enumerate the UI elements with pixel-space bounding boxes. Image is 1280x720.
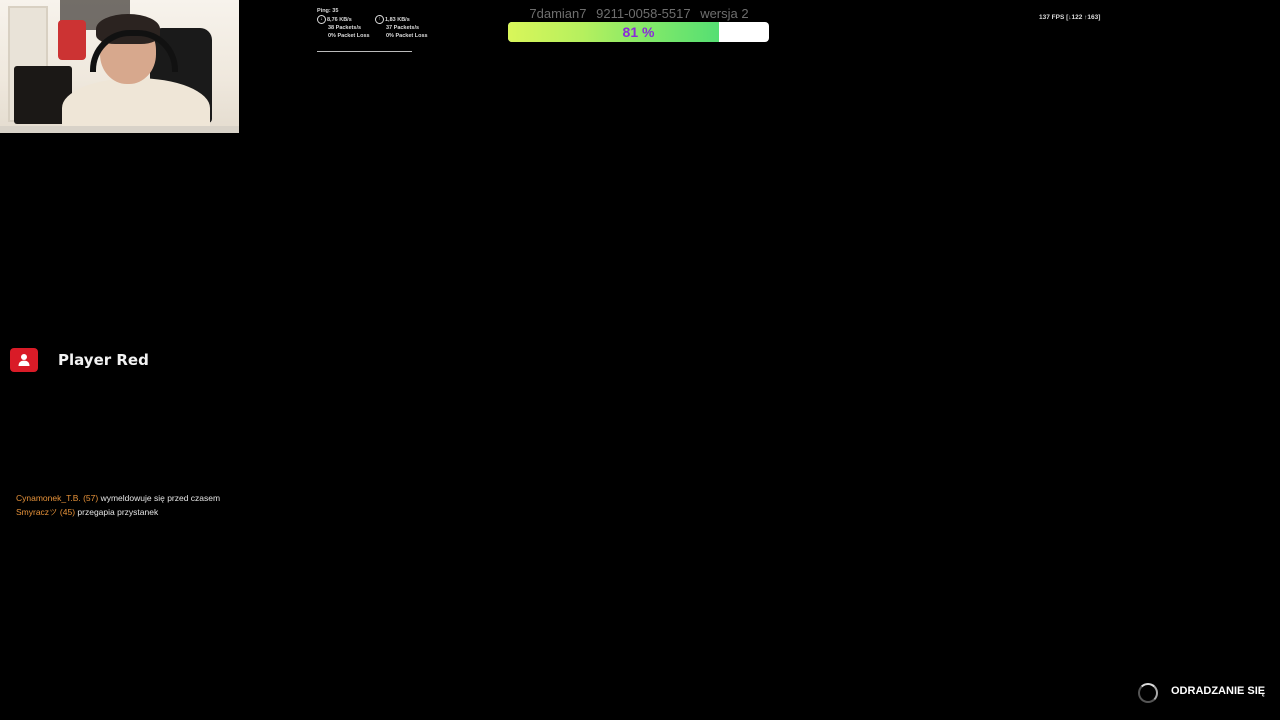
download-rate: 8,76 KB/s	[327, 16, 352, 23]
player-name: Player Red	[58, 351, 149, 369]
progress-label: 81 %	[622, 24, 655, 40]
feed-player: Cynamonek_T.B. (57)	[16, 493, 99, 503]
island-version: wersja 2	[700, 6, 749, 21]
download-stats	[317, 15, 370, 40]
upload-arrow-icon: ↑	[375, 15, 384, 24]
ping-readout: Ping: 35	[317, 8, 339, 14]
island-header	[508, 6, 770, 21]
upload-stats	[375, 15, 428, 40]
feed-player: Smyraczツ (45)	[16, 507, 76, 517]
feed-message: przegapia przystanek	[77, 507, 159, 517]
fps-counter: 137 FPS [↓122 ↑163]	[1039, 14, 1101, 21]
respawn-label: ODRADZANIE SIĘ	[1171, 685, 1266, 697]
feed-item	[16, 491, 220, 505]
feed-message: wymeldowuje się przed czasem	[100, 493, 221, 503]
loading-spinner-icon	[1138, 683, 1158, 703]
webcam-red-object	[58, 20, 86, 60]
upload-packets: 37 Packets/s	[386, 25, 420, 31]
island-code: 9211-0058-5517	[596, 6, 691, 21]
network-stats	[317, 7, 447, 55]
net-graph-line	[317, 51, 412, 52]
feed-item	[16, 505, 220, 519]
download-loss: 0% Packet Loss	[328, 33, 370, 39]
download-arrow-icon: ↓	[317, 15, 326, 24]
player-badge	[10, 348, 38, 372]
upload-rate: 1,83 KB/s	[385, 16, 410, 23]
elimination-feed	[16, 491, 220, 519]
webcam-streamer-body	[62, 78, 210, 133]
webcam-overlay	[0, 0, 239, 133]
upload-loss: 0% Packet Loss	[386, 33, 428, 39]
download-packets: 38 Packets/s	[328, 25, 362, 31]
webcam-desk	[0, 126, 239, 133]
progress-bar	[508, 22, 769, 42]
person-icon	[17, 353, 31, 367]
creator-name: 7damian7	[529, 6, 587, 21]
